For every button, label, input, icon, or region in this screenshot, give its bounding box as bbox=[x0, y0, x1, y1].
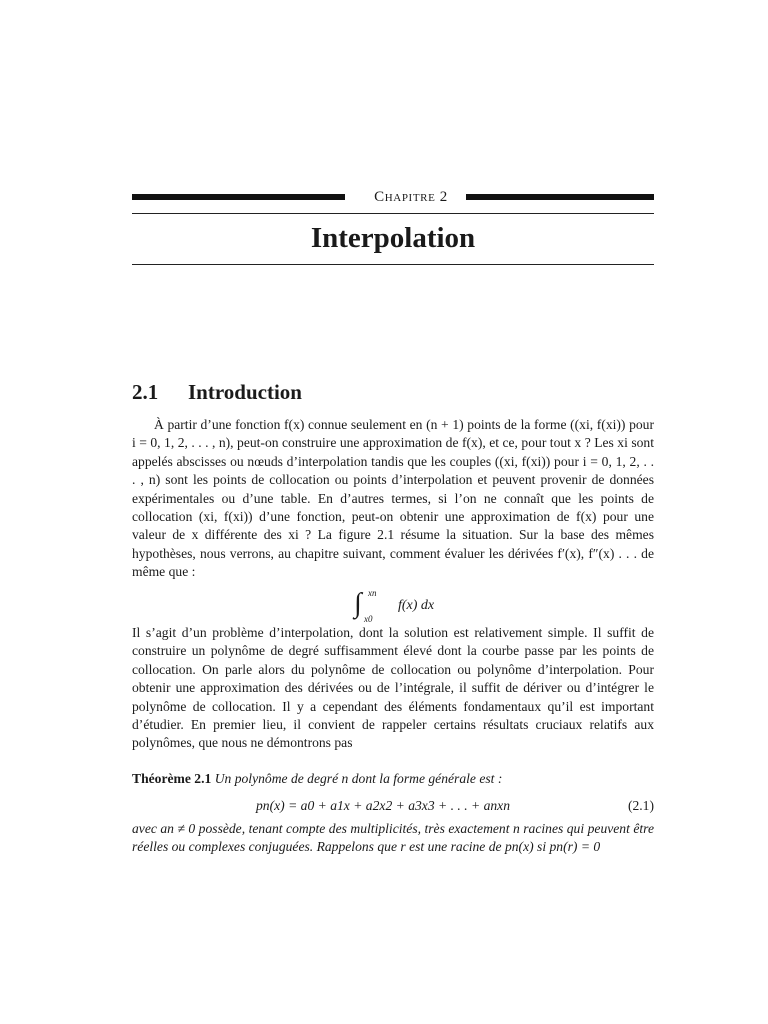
theorem-continuation: avec an ≠ 0 possède, tenant compte des multiplicités, très exactement n racines qui peuvent être réelles ou complexes conjuguées. Rappelons que r est une racine de pn(x) si pn(r) = 0 bbox=[132, 821, 654, 855]
theorem-heading: Théorème 2.1 bbox=[132, 771, 212, 786]
equation-2-1 bbox=[132, 796, 654, 816]
integral-formula bbox=[354, 588, 514, 624]
paragraph-text: À partir d’une fonction f(x) connue seulement en (n + 1) points de la forme ((xi, f(xi)) pour i = 0, 1, 2, . . . , n), peut-on construire une approximation de f(x), et ce, pour tout x ? Les xi sont appelés abscisses ou nœuds d’interpolation tandis que les couples ((xi, f(xi)) pour i = 0, 1, 2, . . . , n) sont les points de collocation ou points d’interpolation et peuvent provenir de données expérimentales ou d’une table. En d’autres termes, si l’on ne connaît que les points de collocation (xi, f(xi)) d’une fonction, peut-on obtenir une approximation de f(x) pour une valeur de x différente des xi ? La figure 2.1 résume la situation. Sur la base des mêmes hypothèses, nous verrons, au chapitre suivant, comment évaluer les dérivées f′(x), f″(x) . . . de même que : bbox=[132, 417, 654, 580]
chapter-title: Interpolation bbox=[310, 222, 476, 254]
chapter-bar-right bbox=[466, 194, 654, 200]
theorem-block bbox=[132, 770, 654, 788]
theorem-statement: Un polynôme de degré n dont la forme générale est : bbox=[214, 771, 503, 786]
integral-lower-bound: x0 bbox=[364, 614, 373, 624]
integral-upper-bound: xn bbox=[368, 588, 377, 598]
section-number: 2.1 bbox=[132, 380, 159, 404]
integrand: f(x) dx bbox=[398, 598, 435, 613]
equation-formula: pn(x) = a0 + a1x + a2x2 + a3x3 + . . . + anxn bbox=[256, 798, 510, 813]
paragraph-text: Il s’agit d’un problème d’interpolation, dont la solution est relativement simple. Il suffit de construire un polynôme de degré suffisamment élevé dont la courbe passe par les points de collocation. On parle alors du polynôme de collocation ou polynôme d’interpolation. Pour obtenir une approximation des dérivées ou de l’intégrale, il suffit de dériver ou d’intégrer le polynôme de collocation. Il y a cependant des éléments fondamentaux qu’il est important d’étudier. En premier lieu, il convient de rappeler certains résultats cruciaux relatifs aux polynômes, que nous ne démontrons pas bbox=[132, 625, 654, 751]
chapter-label: Chapitre 2 bbox=[374, 189, 448, 205]
integral-sign: ∫ bbox=[354, 588, 362, 619]
section-title: Introduction bbox=[188, 380, 302, 404]
section-heading bbox=[132, 378, 302, 406]
chapter-bar-left bbox=[132, 194, 345, 200]
paragraph-intro bbox=[132, 416, 654, 582]
chapter-header bbox=[132, 186, 654, 208]
chapter-rule-top bbox=[132, 213, 654, 214]
paragraph-problem bbox=[132, 624, 654, 753]
equation-number: (2.1) bbox=[627, 798, 654, 813]
chapter-rule-bottom bbox=[132, 264, 654, 265]
